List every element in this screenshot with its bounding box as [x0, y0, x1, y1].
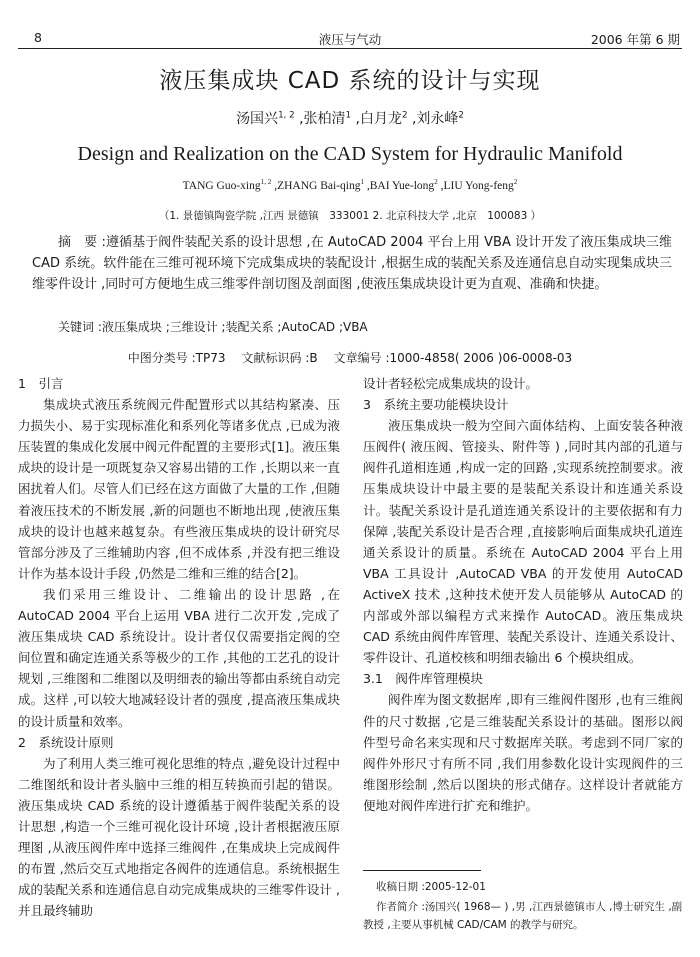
english-author-affil-mark: 1, 2: [260, 178, 272, 187]
doc-code-value: B: [309, 351, 318, 365]
abstract-label: 摘 要: [58, 235, 98, 250]
english-author-list: TANG Guo-xing$^{1, 2}$ ,ZHANG Bai-qing$^1$ ,BAI Yue-long$^2$ ,LIU Yong-feng$^2$: [182, 178, 518, 192]
paragraph: 液压集成块一般为空间六面体结构、上面安装各种液压阀件( 液压阀、管接头、附件等 ) ,同时其内部的孔道与阀件孔道相连通 ,构成一定的回路 ,实现系统控制要求。液压集成块设计中最主要的是装配关系设计和连通关系设计。装配关系设计是孔道连通关系设计的主要依据和有力保障 ,装配关系设计是否合理 ,直接影响后面集成块孔道连通关系设计的质量。系统在 AutoCAD 2004 平台上用 VBA 工具设计 ,AutoCAD VBA 的开发使用 AutoCAD ActiveX 技术 ,这种技术使开发人员能够从 AutoCAD 的内部或外部以编程方式来操作 AutoCAD。液压集成块 CAD 系统由阀件库管理、装配关系设计、连通关系设计、零件设计、孔道校核和明细表输出 6 个模块组成。: [363, 418, 683, 666]
journal-name: 液压与气动: [318, 32, 382, 47]
classification-line: 中图分类号 :TP73 文献标识码 :B 文章编号 :1000-4858( 2006 )06-0008-03: [127, 351, 573, 365]
author-affil-mark: 1: [345, 110, 352, 121]
footnote-rule: [363, 870, 481, 871]
section-heading: 1 引言: [18, 376, 64, 391]
section-heading: 2 系统设计原则: [18, 734, 114, 750]
author-name: 汤国兴: [236, 111, 279, 127]
page-number: 8: [34, 30, 42, 45]
english-author-name: ZHANG Bai-qing: [277, 180, 361, 192]
left-column: [18, 373, 340, 921]
english-author-affil-mark: 2: [513, 178, 518, 187]
author-affil-mark: 2: [458, 110, 464, 121]
header-rule: [18, 48, 682, 49]
english-author-name: BAI Yue-long: [369, 180, 435, 192]
author-bio: 作者简介 :汤国兴( 1968— ) ,男 ,江西景德镇市人 ,博士研究生 ,副教授 ,主要从事机械 CAD/CAM 的教学与研究。: [363, 901, 683, 931]
received-date: 收稿日期 :2005-12-01: [376, 881, 486, 893]
article-number-label: 文章编号: [333, 351, 382, 365]
author-list: 汤国兴$^{1, 2}$ ,张柏清$^1$ ,白月龙$^2$ ,刘永峰$^2$: [236, 110, 464, 127]
paragraph: 阀件库为图文数据库 ,即有三维阀件图形 ,也有三维阀件的尺寸数据 ,它是三维装配关系设计的基础。图形以阀件型号命名来实现和尺寸数据库关联。考虑到不同厂家的阀件外形尺寸有所不同 ,我们用参数化设计实现阀件的三维图形绘制 ,然后以图块的形式储存。这样设计者就能方便地对阀件库进行扩充和维护。: [363, 692, 683, 813]
clc-label: 中图分类号: [127, 351, 188, 365]
paragraph: 我们采用三维设计、二维输出的设计思路 ,在 AutoCAD 2004 平台上运用 VBA 进行二次开发 ,完成了液压集成块 CAD 系统设计。设计者仅仅需要指定阀的空间位置和确定连通关系等极少的工作 ,其他的工艺孔的设计规划 ,三维图和二维图以及明细表的输出等都由系统自动完成。这样 ,可以较大地减轻设计者的强度 ,提高液压集成块的设计质量和效率。: [18, 586, 340, 729]
author-name: 张柏清: [303, 111, 346, 127]
abstract: 摘 要 :遵循基于阀件装配关系的设计思想 ,在 AutoCAD 2004 平台上用 VBA 设计开发了液压集成块三维 CAD 系统。软件能在三维可视环境下完成集成块的装配设计 ,根据生成的装配关系及连通信息自动实现集成块三维零件设计 ,同时可方便地生成三维零件剖切图及剖面图 ,使液压集成块设计更为直观、准确和快捷。: [32, 235, 672, 292]
keywords: 关键词 :液压集成块 ;三维设计 ;装配关系 ;AutoCAD ;VBA: [58, 320, 368, 334]
affiliation: （1. 景德镇陶瓷学院 ,江西 景德镇 333001 2. 北京科技大学 ,北京 100083 ）: [158, 210, 542, 222]
paragraph: 集成块式液压系统阀元件配置形式以其结构紧凑、压力损失小、易于实现标准化和系列化等诸多优点 ,已成为液压装置的集成化发展中阀元件配置的主要形式[1]。液压集成块的设计是一项既复杂又容易出错的工作 ,长期以来一直困扰着人们。尽管人们已经在这方面做了大量的工作 ,但随着液压技术的不断发展 ,新的问题也不断地出现 ,使液压集成块的设计也越来越复杂。有些液压集成块的设计研究尽管部分涉及了三维辅助内容 ,但不成体系 ,并没有把三维设计作为基本设计手段 ,仍然是二维和三维的结合[2]。: [18, 397, 340, 581]
abstract-text: 遵循基于阀件装配关系的设计思想 ,在 AutoCAD 2004 平台上用 VBA 设计开发了液压集成块三维 CAD 系统。软件能在三维可视环境下完成集成块的装配设计 ,根据生成的装配关系及连通信息自动实现集成块三维零件设计 ,同时可方便地生成三维零件剖切图及剖面图 ,使液压集成块设计更为直观、准确和快捷。: [32, 235, 672, 292]
clc-value: TP73: [195, 351, 226, 365]
article-title: 液压集成块 CAD 系统的设计与实现: [159, 68, 541, 94]
english-title: Design and Realization on the CAD System for Hydraulic Manifold: [77, 143, 623, 165]
keywords-label: 关键词: [58, 320, 95, 334]
english-author-affil-mark: 1: [360, 178, 365, 187]
doc-code-label: 文献标识码: [241, 351, 302, 365]
right-column: [363, 373, 683, 816]
english-author-name: TANG Guo-xing: [182, 180, 261, 192]
author-affil-mark: 2: [401, 110, 408, 121]
english-author-name: LIU Yong-feng: [443, 180, 514, 192]
article-number-value: 1000-4858( 2006 )06-0008-03: [389, 351, 573, 365]
section-heading: 3 系统主要功能模块设计: [363, 397, 509, 413]
author-affil-mark: 1, 2: [278, 110, 295, 121]
keywords-text: 液压集成块 ;三维设计 ;装配关系 ;AutoCAD ;VBA: [101, 320, 368, 334]
english-author-affil-mark: 2: [434, 178, 438, 187]
author-name: 白月龙: [359, 111, 402, 127]
subsection-heading: 3.1 阀件库管理模块: [363, 671, 483, 687]
issue-label: 2006 年第 6 期: [590, 32, 680, 47]
paragraph: 设计者轻松完成集成块的设计。: [363, 376, 539, 391]
author-name: 刘永峰: [416, 111, 459, 127]
paragraph: 为了利用人类三维可视化思维的特点 ,避免设计过程中二维图纸和设计者头脑中三维的相互转换而引起的错误。液压集成块 CAD 系统的设计遵循基于阀件装配关系的设计思想 ,构造一个三维可视化设计环境 ,设计者根据液压原理图 ,从液压阀件库中选择三维阀件 ,在集成块上完成阀件的布置 ,然后交互式地指定各阀件的连通信息。系统根据生成的装配关系和连通信息自动完成集成块的三维零件设计 ,并且最终辅助: [18, 755, 340, 919]
